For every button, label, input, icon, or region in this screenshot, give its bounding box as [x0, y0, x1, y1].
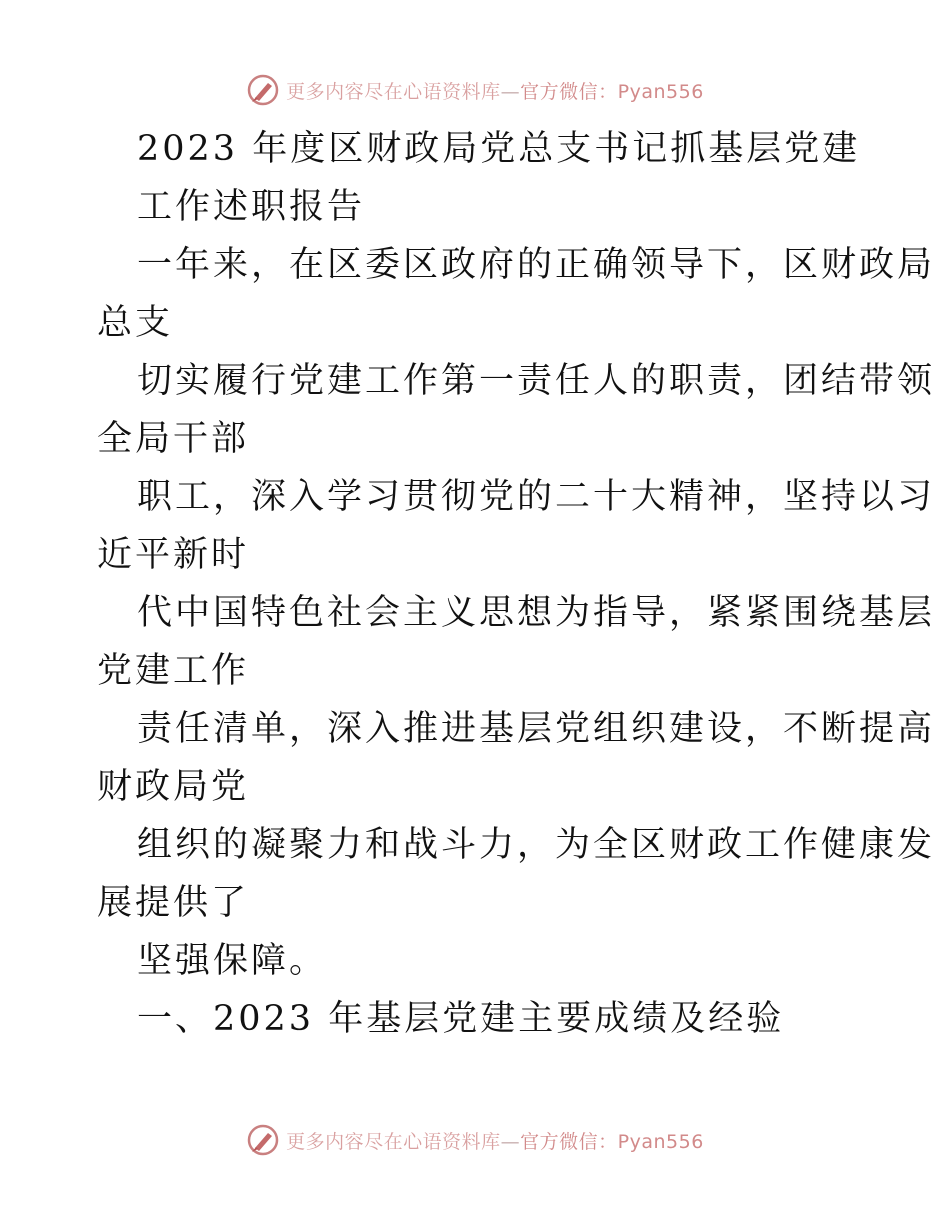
paragraph-line: 责任清单，深入推进基层党组织建设，不断提高 [137, 709, 936, 749]
footer-watermark [0, 1120, 950, 1160]
paragraph-line: 切实履行党建工作第一责任人的职责，团结带领 [137, 361, 936, 401]
watermark-brand: 更多内容尽在心语资料库 [286, 80, 501, 103]
paragraph-line: 职工，深入学习贯彻党的二十大精神，坚持以习 [137, 477, 936, 517]
watermark-brand: 更多内容尽在心语资料库 [286, 1130, 501, 1153]
paragraph-line: 一、2023 年基层党建主要成绩及经验 [137, 999, 785, 1039]
paragraph-line: 坚强保障。 [137, 941, 328, 981]
ink-pen-seal-icon [246, 1123, 280, 1157]
ink-pen-seal-icon [246, 73, 280, 107]
watermark-wechat: 官方微信：Pyan556 [520, 1130, 704, 1153]
watermark-wechat: 官方微信：Pyan556 [520, 80, 704, 103]
paragraph-line: 党建工作 [97, 651, 250, 691]
watermark-separator: — [500, 80, 521, 103]
watermark-text [286, 1127, 704, 1154]
paragraph-line: 全局干部 [97, 419, 250, 459]
paragraph-line: 近平新时 [97, 535, 250, 575]
paragraph-line: 财政局党 [97, 767, 250, 807]
document-title-line: 2023 年度区财政局党总支书记抓基层党建 [137, 129, 861, 169]
paragraph-line: 展提供了 [97, 883, 250, 923]
watermark-text [286, 77, 704, 104]
header-watermark [0, 70, 950, 110]
paragraph-line: 组织的凝聚力和战斗力，为全区财政工作健康发 [137, 825, 936, 865]
watermark-separator: — [500, 1130, 521, 1153]
paragraph-line: 总支 [97, 303, 174, 343]
document-body [97, 120, 936, 1048]
paragraph-line: 代中国特色社会主义思想为指导，紧紧围绕基层 [137, 593, 936, 633]
document-title-line: 工作述职报告 [137, 187, 366, 227]
paragraph-line: 一年来，在区委区政府的正确领导下，区财政局 [137, 245, 936, 285]
